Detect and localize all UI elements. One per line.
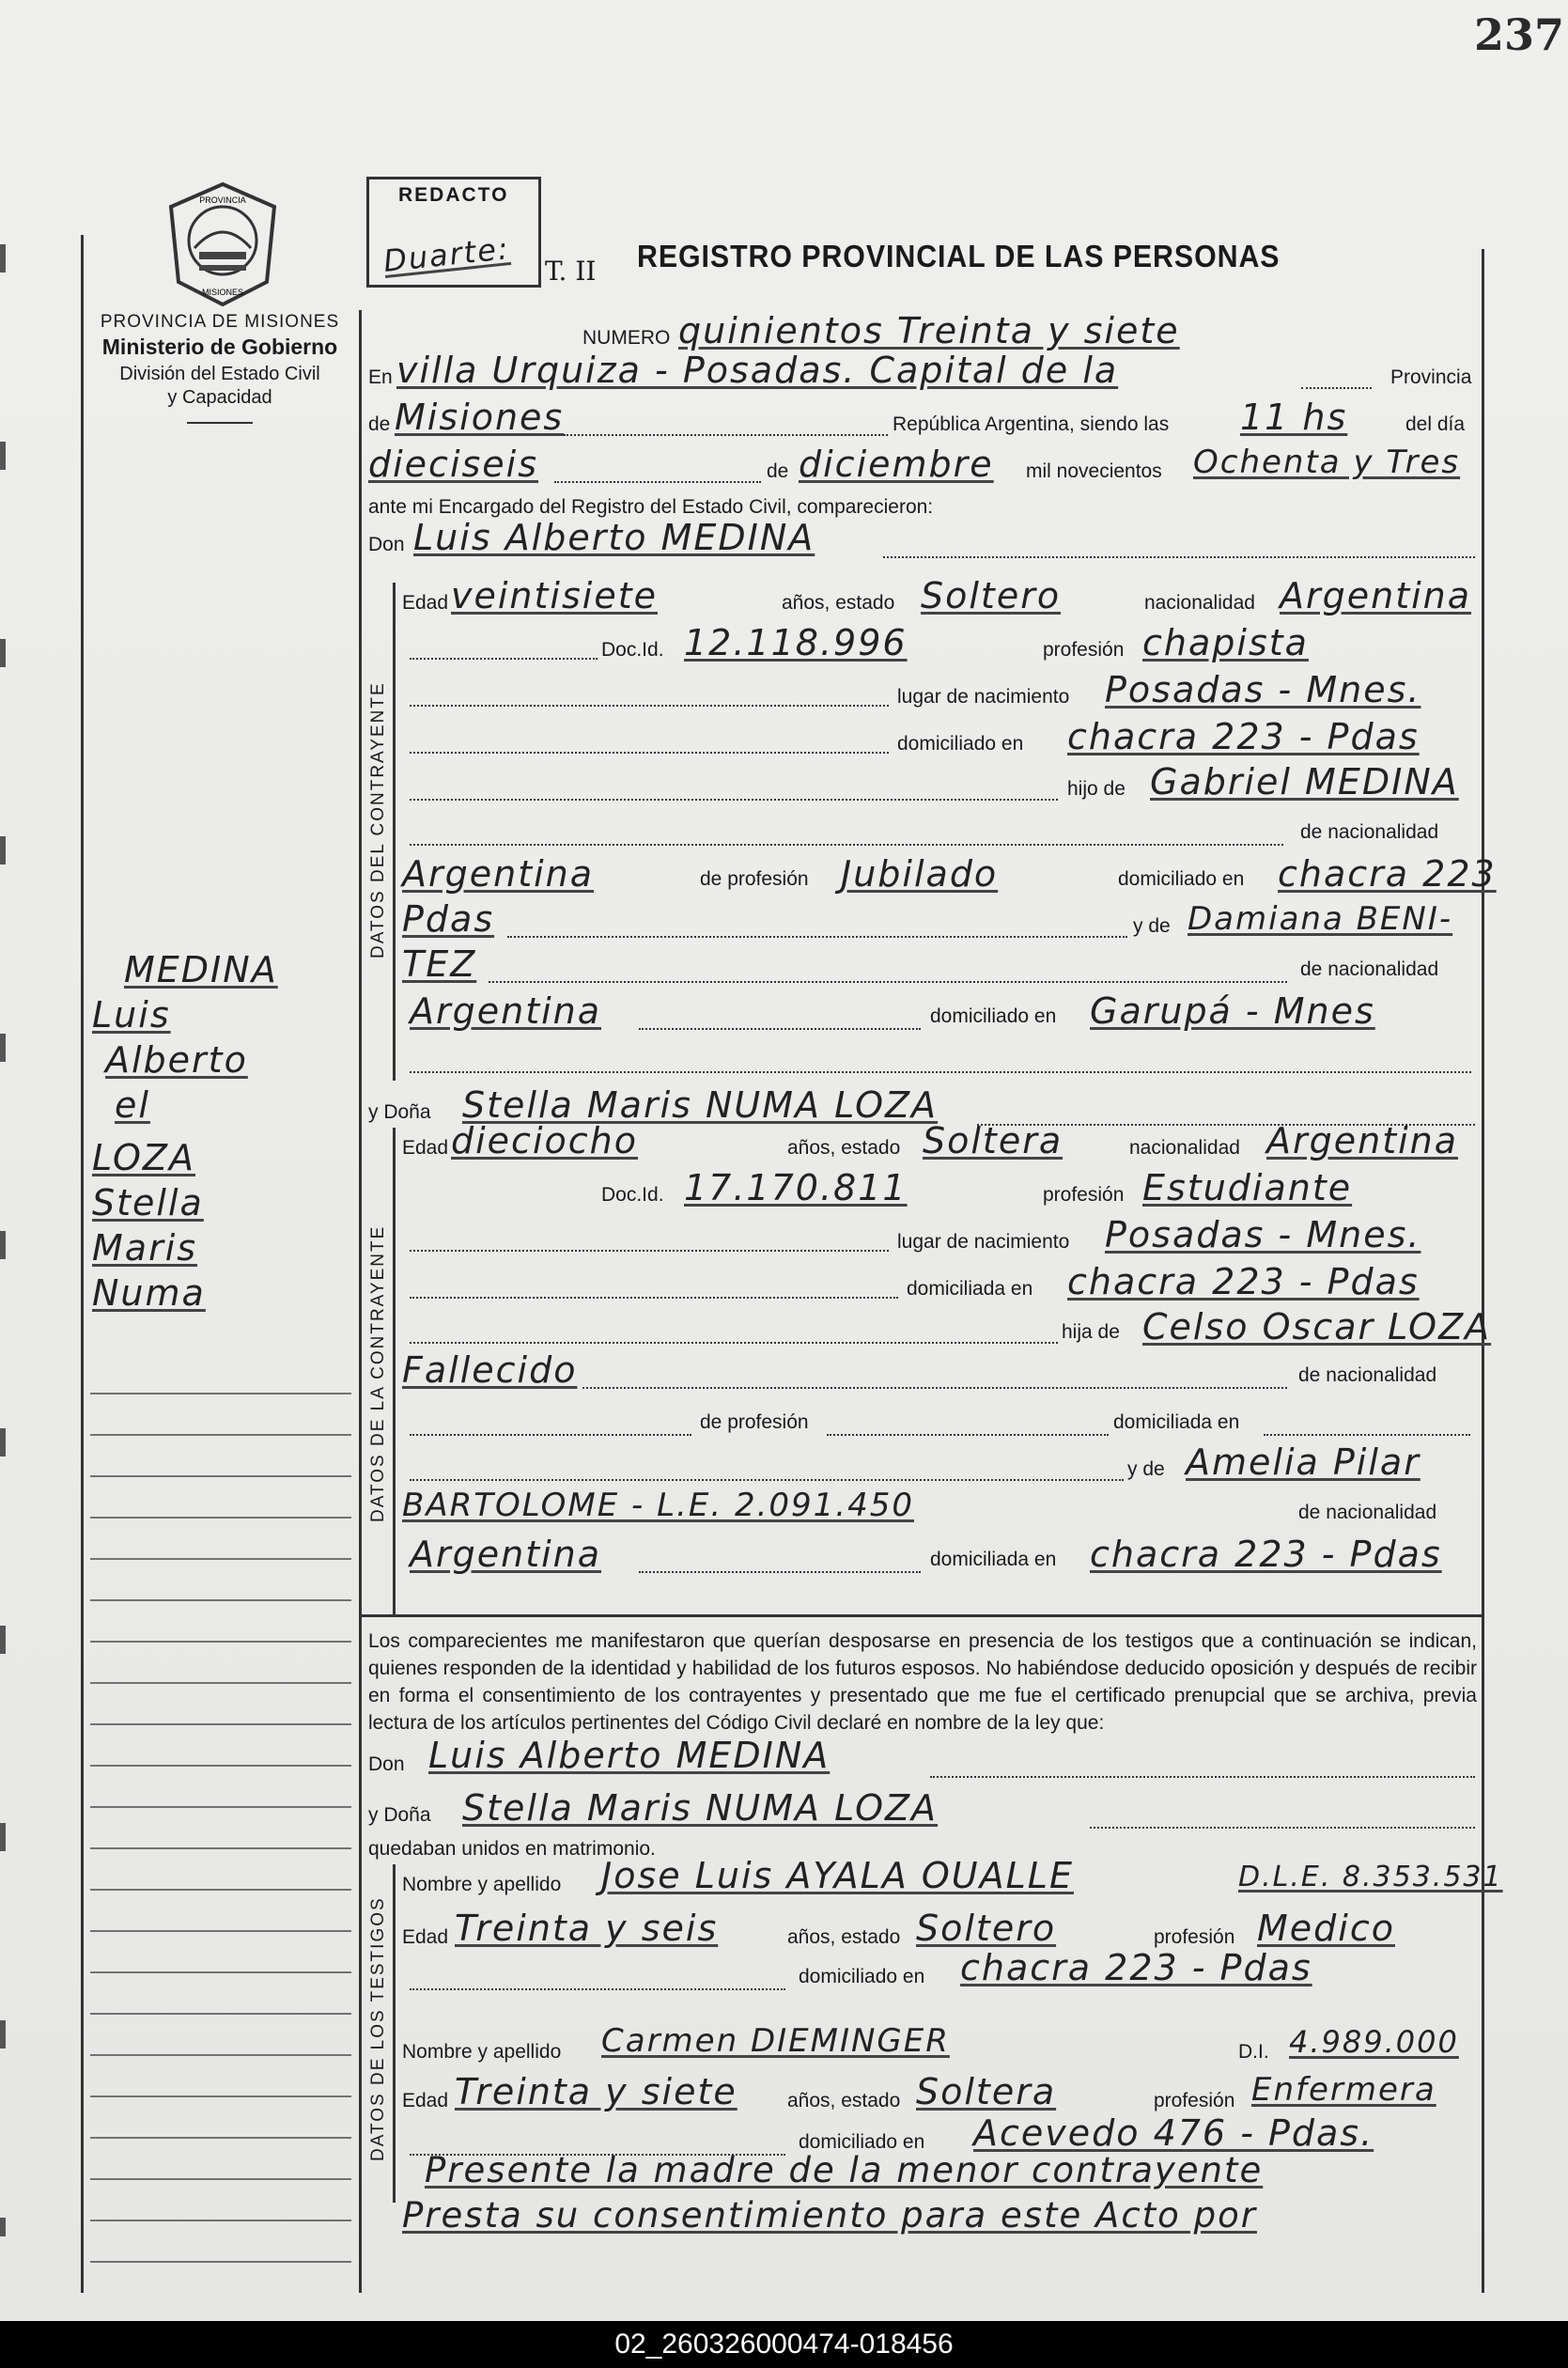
testigo1-profesion-label: profesión [1154, 1926, 1235, 1948]
profesion-value: chapista [1142, 622, 1309, 663]
margin-conj: el [115, 1084, 150, 1126]
declaration-text: Los comparecientes me manifestaron que querían desposarse en presencia de los testigos que a continuación se indican, quienes responden de la identidad y habilidad de los futuros esposos. No habiéndose deducido oposición y después de recibir en forma el consentimiento de los contrayentes y presentado que me fue el certificado prenupcial que se archiva, previa lectura de los artículos pertinentes del Código Civil declaré en nombre de la ley que: [368, 1630, 1477, 1734]
margin-annotation [86, 949, 354, 1314]
contrayente-side-label: DATOS DEL CONTRAYENTE [368, 681, 388, 958]
padre-profesion-value: Jubilado [841, 853, 999, 895]
profesion2-label: profesión [1043, 1184, 1125, 1206]
madre2-domicilio-label: domiciliada en [930, 1549, 1057, 1570]
margin-surname-1: MEDINA [124, 949, 278, 990]
lugar-nacimiento2-label: lugar de nacimiento [897, 1231, 1070, 1253]
contrayenta-bracket [393, 1128, 396, 1616]
lugar-nacimiento-label: lugar de nacimiento [897, 686, 1070, 708]
nacionalidad-value: Argentina [1280, 575, 1472, 616]
padre-domicilio-value: chacra 223 [1278, 853, 1497, 895]
edad2-label: Edad [402, 1137, 449, 1159]
main-left-border [359, 310, 362, 2293]
provincia-value: Misiones [395, 397, 565, 438]
testigo1-edad-value: Treinta y seis [455, 1908, 719, 1949]
margin-name-1: Luis [92, 994, 171, 1036]
redacto-handwritten: Duarte: [381, 230, 512, 279]
madre2-cont: BARTOLOME - L.E. 2.091.450 [402, 1487, 914, 1524]
margin-column-border [81, 235, 84, 2293]
madre-value: Damiana BENI- [1188, 900, 1453, 938]
doc-value: 12.118.996 [684, 622, 908, 663]
doc2-value: 17.170.811 [684, 1167, 908, 1208]
coat-of-arms-seal [162, 179, 284, 310]
testigo2-nombre-label: Nombre y apellido [402, 2041, 562, 2063]
de-profesion2-label: de profesión [700, 1411, 809, 1433]
anios-estado-label: años, estado [782, 592, 895, 614]
testigo2-edad-label: Edad [402, 2090, 449, 2111]
contrayenta-side-label: DATOS DE LA CONTRAYENTE [368, 1224, 388, 1522]
testigo2-domicilio-value: Acevedo 476 - Pdas. [973, 2112, 1374, 2154]
madre-nacionalidad-label: de nacionalidad [1300, 958, 1439, 980]
testigo1-anios-label: años, estado [787, 1926, 901, 1948]
testigo1-domicilio-label: domiciliado en [799, 1966, 925, 1987]
en-label: En [368, 366, 393, 388]
madre-cont: TEZ [402, 943, 477, 985]
province-name: PROVINCIA DE MISIONES [100, 312, 340, 332]
don-label: Don [368, 534, 405, 555]
estado2-value: Soltera [923, 1120, 1063, 1161]
provincia-label: Provincia [1390, 366, 1472, 388]
testigo1-profesion-value: Medico [1257, 1908, 1395, 1949]
domicilio-value: chacra 223 - Pdas [1067, 716, 1420, 757]
testigo2-nombre-value: Carmen DIEMINGER [601, 2022, 950, 2060]
y-de-label: y de [1133, 915, 1171, 937]
madre2-nacionalidad-value: Argentina [410, 1534, 602, 1575]
margin-name-5: Numa [92, 1272, 206, 1314]
testigo2-domicilio-label: domiciliado en [799, 2131, 925, 2153]
unidos-text: quedaban unidos en matrimonio. [368, 1838, 656, 1860]
svg-text:PROVINCIA: PROVINCIA [199, 195, 246, 205]
contrayente-bracket [393, 583, 396, 1081]
document-id-footer: 02_260326000474-018456 [0, 2321, 1568, 2368]
tomo-label: T. II [545, 256, 597, 287]
margin-name-4: Maris [92, 1227, 198, 1269]
testigo2-estado-value: Soltera [916, 2071, 1057, 2112]
numero-value: quinientos Treinta y siete [678, 310, 1180, 351]
doc-label: Doc.Id. [601, 639, 664, 661]
lugar-nacimiento-value: Posadas - Mnes. [1105, 669, 1421, 710]
numero-label: NUMERO [582, 327, 671, 349]
madre2-domicilio-value: chacra 223 - Pdas [1090, 1534, 1442, 1575]
madre2-value: Amelia Pilar [1186, 1441, 1421, 1483]
testigo2-edad-value: Treinta y siete [455, 2071, 737, 2112]
testigos-bracket [393, 1864, 396, 2203]
edad-value: veintisiete [451, 575, 658, 616]
mil-novecientos-label: mil novecientos [1026, 460, 1162, 482]
de-profesion-label: de profesión [700, 868, 809, 890]
padre2-nacionalidad-value: Fallecido [402, 1349, 578, 1391]
domicilio2-label: domiciliada en [907, 1278, 1033, 1300]
testigo2-profesion-label: profesión [1154, 2090, 1235, 2111]
testigo2-anios-label: años, estado [787, 2090, 901, 2111]
madre-domicilio-label: domiciliado en [930, 1005, 1057, 1027]
de-label: de [368, 413, 391, 435]
nacionalidad2-value: Argentina [1266, 1120, 1459, 1161]
padre-domicilio-label: domiciliado en [1118, 868, 1245, 890]
province-header [90, 312, 349, 424]
ministry-name: Ministerio de Gobierno [101, 335, 338, 359]
division-name: División del Estado Civil [119, 364, 320, 384]
testigo1-doc-value: D.L.E. 8.353.531 [1238, 1861, 1503, 1893]
padre2-value: Celso Oscar LOZA [1142, 1306, 1492, 1348]
margin-surname-2: LOZA [92, 1137, 195, 1178]
nacionalidad-label: nacionalidad [1144, 592, 1255, 614]
anios-estado2-label: años, estado [787, 1137, 901, 1159]
testigo1-estado-value: Soltero [916, 1908, 1057, 1949]
domicilio2-value: chacra 223 - Pdas [1067, 1261, 1420, 1302]
padre-domicilio-cont: Pdas [402, 898, 495, 940]
dona-value: Stella Maris NUMA LOZA [462, 1084, 939, 1126]
anio-value: Ochenta y Tres [1193, 444, 1461, 481]
testigo1-nombre-value: Jose Luis AYALA OUALLE [601, 1855, 1074, 1896]
de-mes-label: de [767, 460, 789, 482]
republica-label: República Argentina, siendo las [893, 413, 1170, 435]
header-rule [187, 422, 253, 424]
registry-title: REGISTRO PROVINCIAL DE LAS PERSONAS [637, 239, 1281, 273]
margin-name-3: Stella [92, 1182, 204, 1223]
testigo2-profesion-value: Enfermera [1251, 2071, 1436, 2109]
de-nacionalidad-label: de nacionalidad [1300, 821, 1439, 843]
de-nacionalidad2-label: de nacionalidad [1298, 1364, 1437, 1386]
del-dia-label: del día [1405, 413, 1466, 435]
don2-label: Don [368, 1753, 405, 1775]
testigo1-domicilio-value: chacra 223 - Pdas [960, 1947, 1312, 1988]
don-value: Luis Alberto MEDINA [413, 517, 815, 558]
domicilio-label: domiciliado en [897, 733, 1024, 755]
dia-value: dieciseis [368, 444, 539, 485]
don2-value: Luis Alberto MEDINA [428, 1735, 831, 1776]
doc2-label: Doc.Id. [601, 1184, 664, 1206]
lugar-nacimiento2-value: Posadas - Mnes. [1105, 1214, 1421, 1255]
division-name-2: y Capacidad [167, 387, 272, 408]
y-de2-label: y de [1127, 1458, 1165, 1480]
redacto-label: REDACTO [398, 184, 509, 206]
padre-value: Gabriel MEDINA [1150, 761, 1459, 802]
profesion-label: profesión [1043, 639, 1125, 661]
hija-de-label: hija de [1062, 1321, 1120, 1343]
main-right-border [1482, 249, 1484, 2293]
testigo1-edad-label: Edad [402, 1926, 449, 1948]
madre-nacionalidad-value: Argentina [410, 990, 602, 1032]
madre2-nacionalidad-label: de nacionalidad [1298, 1502, 1437, 1523]
margin-name-2: Alberto [105, 1039, 248, 1081]
padre-nacionalidad-value: Argentina [402, 853, 595, 895]
margin-ruled-lines [90, 1353, 351, 2283]
testigo2-doc-label: D.I. [1238, 2041, 1269, 2063]
section-divider [359, 1614, 1484, 1617]
binding-marks [0, 75, 6, 2236]
folio-number: 237 [1473, 9, 1564, 60]
svg-text:MISIONES: MISIONES [201, 288, 244, 297]
dona2-label: y Doña [368, 1804, 431, 1826]
localidad-value: villa Urquiza - Posadas. Capital de la [396, 350, 1119, 391]
edad-label: Edad [402, 592, 449, 614]
padre2-domicilio-label: domiciliada en [1113, 1411, 1240, 1433]
estado-value: Soltero [921, 575, 1062, 616]
mes-value: diciembre [799, 444, 994, 485]
profesion2-value: Estudiante [1142, 1167, 1353, 1208]
nota-linea-2: Presta su consentimiento para este Acto por [402, 2195, 1257, 2236]
hijo-de-label: hijo de [1067, 778, 1126, 800]
dona-label: y Doña [368, 1101, 431, 1123]
ante-text: ante mi Encargado del Registro del Estado Civil, comparecieron: [368, 496, 934, 518]
testigo1-nombre-label: Nombre y apellido [402, 1874, 562, 1895]
edad2-value: dieciocho [451, 1120, 638, 1161]
testigo2-doc-value: 4.989.000 [1289, 2024, 1459, 2060]
testigos-side-label: DATOS DE LOS TESTIGOS [368, 1896, 388, 2161]
nacionalidad2-label: nacionalidad [1129, 1137, 1240, 1159]
hora-value: 11 hs [1240, 397, 1348, 438]
dona2-value: Stella Maris NUMA LOZA [462, 1787, 939, 1829]
nota-linea-1: Presente la madre de la menor contrayente [425, 2150, 1264, 2190]
madre-domicilio-value: Garupá - Mnes [1090, 990, 1375, 1032]
